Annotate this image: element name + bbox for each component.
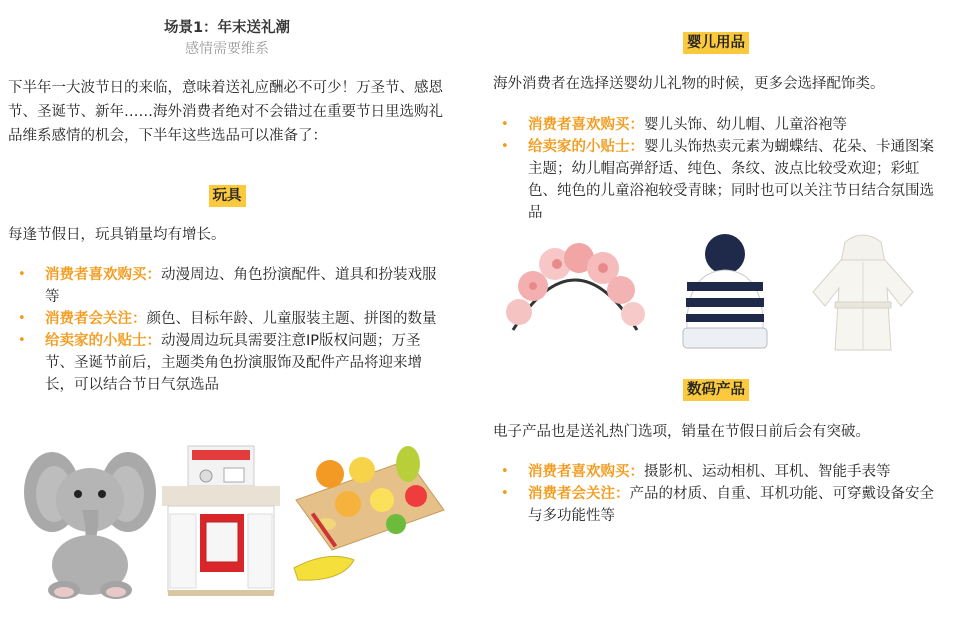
bullet-text: 摄影机、运动相机、耳机、智能手表等 — [644, 464, 891, 480]
list-item — [491, 114, 941, 136]
plush-elephant-image — [20, 440, 160, 600]
list-item — [491, 136, 941, 224]
scene-title: 场景1：年末送礼潮 — [163, 20, 291, 36]
bullet-key: 消费者会关注： — [45, 311, 147, 327]
flower-headband-image — [499, 234, 651, 352]
toy-kitchen-image — [158, 444, 284, 598]
knit-pom-hat-image — [677, 232, 773, 356]
wooden-fruit-set-image — [288, 440, 448, 590]
scene-subtitle: 感情需要维系 — [185, 41, 269, 57]
baby-heading: 婴儿用品 — [683, 32, 749, 54]
toys-heading-wrap — [8, 185, 446, 207]
digital-heading-wrap — [491, 379, 941, 401]
digital-heading: 数码产品 — [683, 379, 749, 401]
baby-description: 海外消费者在选择送婴幼儿礼物的时候，更多会选择配饰类。 — [493, 76, 885, 92]
bullet-text: 婴儿头饰、幼儿帽、儿童浴袍等 — [644, 117, 847, 133]
bullet-key: 消费者喜欢购买： — [528, 464, 644, 480]
baby-bathrobe-image — [805, 232, 921, 356]
bullet-key: 消费者喜欢购买： — [45, 267, 161, 283]
digital-description: 电子产品也是送礼热门选项，销量在节假日前后会有突破。 — [493, 424, 870, 440]
toys-heading: 玩具 — [209, 185, 246, 207]
baby-heading-wrap — [491, 32, 941, 54]
bullet-text: 动漫周边、角色扮演配件、道具和扮装戏服等 — [45, 267, 437, 305]
intro-paragraph: 下半年一大波节日的来临，意味着送礼应酬必不可少！万圣节、感恩节、圣诞节、新年……海外消费者绝对不会错过在重要节日里选购礼品维系感情的机会，下半年这些选品可以准备了： — [8, 80, 443, 144]
list-item — [8, 264, 444, 308]
list-item — [491, 483, 941, 527]
bullet-key: 给卖家的小贴士： — [45, 333, 161, 349]
list-item — [8, 308, 444, 330]
toys-description: 每逢节假日，玩具销量均有增长。 — [8, 227, 226, 243]
digital-bullet-list — [491, 461, 941, 527]
baby-bullet-list — [491, 114, 941, 224]
bullet-text: 动漫周边玩具需要注意IP版权问题；万圣节、圣诞节前后，主题类角色扮演服饰及配件产品将迎来增长，可以结合节日气氛选品 — [45, 333, 422, 393]
bullet-key: 给卖家的小贴士： — [528, 139, 644, 155]
bullet-text: 婴儿头饰热卖元素为蝴蝶结、花朵、卡通图案主题；幼儿帽高弹舒适、纯色、条纹、波点比较受欢迎；彩虹色、纯色的儿童浴袍较受青睐；同时也可以关注节日结合氛围选品 — [528, 139, 934, 221]
bullet-key: 消费者会关注： — [528, 486, 630, 502]
bullet-text: 产品的材质、自重、耳机功能、可穿戴设备安全与多功能性等 — [528, 486, 934, 524]
bullet-text: 颜色、目标年龄、儿童服装主题、拼图的数量 — [146, 311, 437, 327]
list-item — [491, 461, 941, 483]
bullet-key: 消费者喜欢购买： — [528, 117, 644, 133]
list-item — [8, 330, 444, 396]
toys-bullet-list — [8, 264, 444, 396]
